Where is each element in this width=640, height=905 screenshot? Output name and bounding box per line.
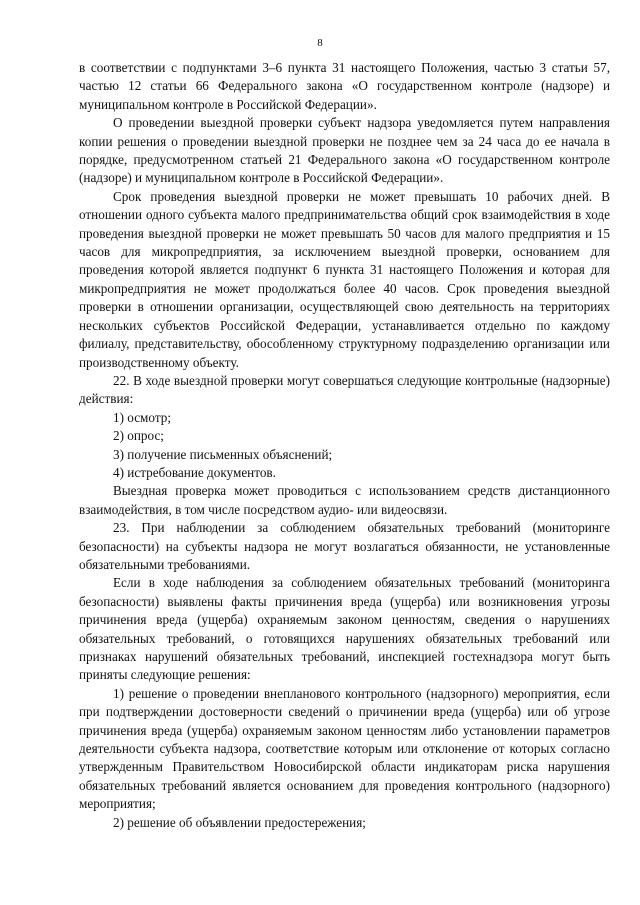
list-item-warning: 2) решение об объявлении предостережения; [113, 814, 366, 830]
list-item-documents: 4) истребование документов. [113, 464, 276, 480]
paragraph-monitoring-decisions: Если в ходе наблюдения за соблюдением обязательных требований (мониторинга безопасности) выявлены факты причинения вреда (ущерба) или возникновения угрозы причинения вреда (ущерба) охраняемым законом ценностям, сведения о нарушениях обязательных требований, о готовящихся нарушениях обязательных требований или признаках нарушений обязательных требований, инспекцией гостехнадзора могут быть приняты следующие решения: [79, 575, 610, 683]
page-number: 8 [317, 37, 323, 49]
list-item-survey: 2) опрос; [113, 428, 164, 444]
document-body [79, 59, 610, 832]
list-item-inspection: 1) осмотр; [113, 409, 172, 425]
paragraph-inspection-duration: Срок проведения выездной проверки не может превышать 10 рабочих дней. В отношении одного субъекта малого предпринимательства общий срок взаимодействия в ходе проведения выездной проверки не может превышать 50 часов для малого предприятия и 15 часов для микропредприятия, за исключением выездной проверки, основанием для проведения которой является подпункт 6 пункта 31 настоящего Положения и которая для микропредприятия не может продолжаться более 40 часов. Срок проведения выездной проверки в отношении организации, осуществляющей свою деятельность на территориях нескольких субъектов Российской Федерации, устанавливается отдельно по каждому филиалу, представительству, обособленному структурному подразделению организации или производственному объекту. [79, 188, 610, 370]
paragraph-item-23: 23. При наблюдении за соблюдением обязательных требований (мониторинге безопасности) на субъекты надзора не могут возлагаться обязанности, не установленные обязательными требованиями. [79, 520, 610, 572]
paragraph-remote-interaction: Выездная проверка может проводиться с использованием средств дистанционного взаимодействия, в том числе посредством аудио- или видеосвязи. [79, 483, 610, 517]
paragraph-continuation: в соответствии с подпунктами 3–6 пункта 31 настоящего Положения, частью 3 статьи 57, частью 12 статьи 66 Федерального закона «О государственном контроле (надзоре) и муниципальном контроле в Российской Федерации». [79, 60, 610, 112]
paragraph-notification: О проведении выездной проверки субъект надзора уведомляется путем направления копии решения о проведении выездной проверки не позднее чем за 24 часа до ее начала в порядке, предусмотренном статьей 21 Федерального закона «О государственном контроле (надзоре) и муниципальном контроле в Российской Федерации». [79, 115, 610, 186]
list-item-unscheduled-check: 1) решение о проведении внепланового контрольного (надзорного) мероприятия, если при подтверждении достоверности сведений о причинении вреда (ущерба) или об угрозе причинения вреда (ущерба) охраняемым законом ценностям либо установлении параметров деятельности субъекта надзора, соответствие которым или отклонение от которых согласно утвержденным Правительством Новосибирской области индикаторам риска нарушения обязательных требований является основанием для проведения контрольного (надзорного) мероприятия; [79, 685, 610, 812]
paragraph-item-22: 22. В ходе выездной проверки могут совершаться следующие контрольные (надзорные) действия: [79, 372, 610, 407]
list-item-explanations: 3) получение письменных объяснений; [113, 446, 333, 462]
